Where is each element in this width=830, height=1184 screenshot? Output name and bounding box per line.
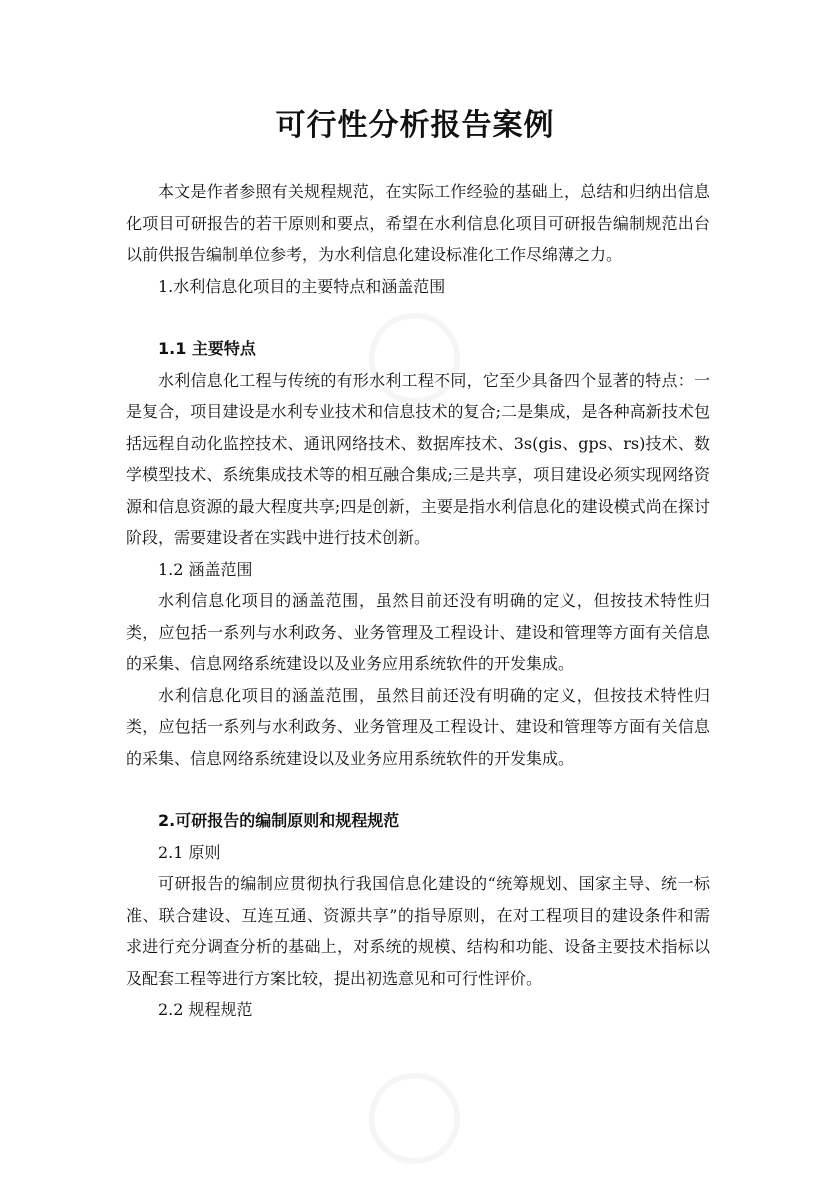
- intro-paragraph: 本文是作者参照有关规程规范，在实际工作经验的基础上，总结和归纳出信息化项目可研报告的若干原则和要点，希望在水利信息化项目可研报告编制规范出台以前供报告编制单位参考，为水利信息化建设标准化工作尽绵薄之力。: [126, 182, 710, 264]
- subsection-1-1-body: 水利信息化工程与传统的有形水利工程不同，它至少具备四个显著的特点：一是复合，项目建设是水利专业技术和信息技术的复合;二是集成，是各种高新技术包括远程自动化监控技术、通讯网络技术、数据库技术、3s(gis、gps、rs)技术、数学模型技术、系统集成技术等的相互融合集成;三是共享，项目建设必须实现网络资源和信息资源的最大程度共享;四是创新，主要是指水利信息化的建设模式尚在探讨阶段，需要建设者在实践中进行技术创新。: [126, 370, 710, 547]
- document-body: [126, 176, 710, 1026]
- subsection-2-1-heading: 2.1 原则: [158, 842, 221, 862]
- subsection-1-2-body-b: 水利信息化项目的涵盖范围，虽然目前还没有明确的定义，但按技术特性归类，应包括一系列与水利政务、业务管理及工程设计、建设和管理等方面有关信息的采集、信息网络系统建设以及业务应用系统软件的开发集成。: [126, 685, 710, 768]
- section-1-heading: 1.水利信息化项目的主要特点和涵盖范围: [158, 276, 446, 296]
- subsection-1-2-heading: 1.2 涵盖范围: [158, 559, 253, 579]
- spacer: [126, 774, 710, 805]
- watermark-mark: ◯: [338, 280, 482, 425]
- subsection-1-2-body-a: 水利信息化项目的涵盖范围，虽然目前还没有明确的定义，但按技术特性归类，应包括一系列与水利政务、业务管理及工程设计、建设和管理等方面有关信息的采集、信息网络系统建设以及业务应用系统软件的开发集成。: [126, 591, 710, 673]
- subsection-2-1-body: 可研报告的编制应贯彻执行我国信息化建设的“统筹规划、国家主导、统一标准、联合建设、互连互通、资源共享”的指导原则，在对工程项目的建设条件和需求进行充分调查分析的基础上，对系统的规模、结构和功能、设备主要技术指标以及配套工程等进行方案比较，提出初选意见和可行性评价。: [126, 874, 710, 988]
- spacer: [126, 302, 710, 333]
- page-title: 可行性分析报告案例: [275, 108, 555, 143]
- subsection-2-2-heading: 2.2 规程规范: [158, 1000, 253, 1019]
- watermark-mark: ◯: [338, 1040, 482, 1184]
- section-2-heading: 2.可研报告的编制原则和规程规范: [158, 811, 400, 830]
- subsection-1-1-heading: 1.1 主要特点: [158, 339, 256, 358]
